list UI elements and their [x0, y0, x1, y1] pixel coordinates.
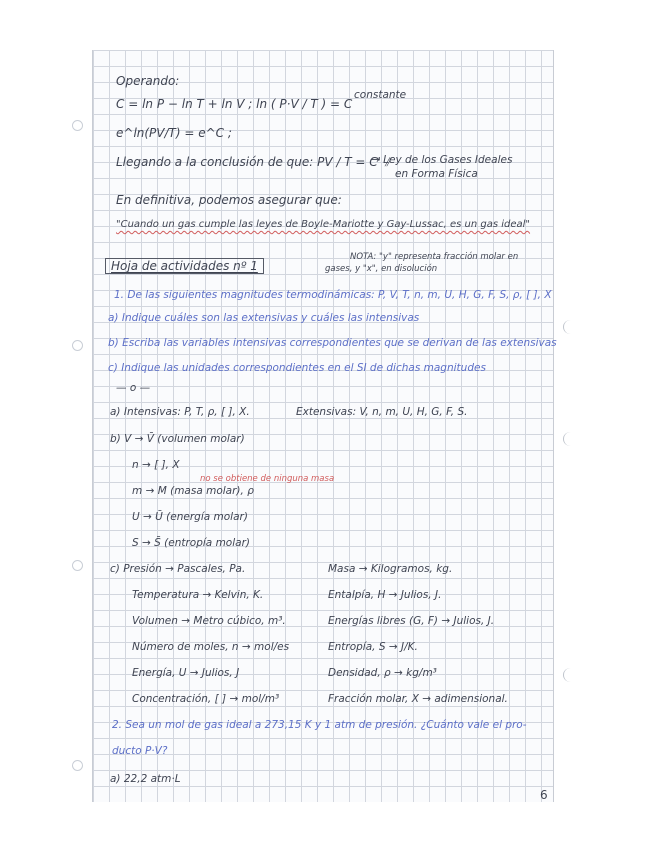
page-number: 6 [540, 788, 548, 802]
activity-sheet-box [105, 258, 264, 274]
answer-b-volume: b) V → V̄ (volumen molar) [110, 433, 245, 445]
answer-c-entropy: Entropía, S → J/K. [328, 641, 418, 653]
exercise-2-statement: 2. Sea un mol de gas ideal a 273,15 K y 1 atm de presión. ¿Cuánto vale el pro- [112, 719, 527, 731]
answer-c-moles: Número de moles, n → mol/es [132, 641, 290, 653]
ideal-gas-law-label: → Ley de los Gases Ideales [371, 154, 513, 166]
exercise-1a: a) Indique cuáles son las extensivas y cuáles las intensivas [108, 312, 420, 324]
answer-c-free-energy: Energías libres (G, F) → Julios, J. [328, 615, 495, 627]
answer-c-temperature: Temperatura → Kelvin, K. [132, 589, 264, 601]
note-molar-fraction: NOTA: "y" representa fracción molar en [350, 252, 519, 262]
physical-form-label: en Forma Física [395, 168, 478, 180]
equation-note-constante: constante [354, 89, 407, 101]
answer-c-density: Densidad, ρ → kg/m³ [328, 667, 437, 679]
equation-ln-sum: C = ln P − ln T + ln V ; ln ( P·V / T ) = C [116, 97, 353, 111]
binder-hole [72, 560, 83, 571]
answer-c-pressure: c) Presión → Pascales, Pa. [110, 563, 246, 575]
conclusion-line: Llegando a la conclusión de que: PV / T = C' ⫽ [116, 155, 391, 169]
answer-a-intensive: a) Intensivas: P, T, ρ, [ ], X. [110, 406, 250, 418]
answer-b-moles: n → [ ], X [132, 459, 180, 471]
exercise-1b: b) Escriba las variables intensivas correspondientes que se derivan de las extensivas [108, 337, 557, 349]
note-molar-fraction-cont: gases, y "x", en disolución [325, 264, 438, 274]
binder-hole [72, 340, 83, 351]
annotation-no-mass: no se obtiene de ninguna masa [200, 474, 335, 484]
answer-b-energy: U → Ū (energía molar) [132, 511, 248, 523]
answer-c-concentration: Concentración, [ ] → mol/m³ [132, 693, 280, 705]
activity-sheet-title: Hoja de actividades nº 1 [111, 259, 258, 273]
section-divider: — o — [116, 382, 151, 394]
heading-operando: Operando: [116, 74, 180, 88]
margin-arc [563, 432, 578, 446]
margin-arc [563, 668, 578, 682]
answer-b-mass: m → M (masa molar), ρ [132, 485, 254, 497]
answer-c-volume: Volumen → Metro cúbico, m³. [132, 615, 286, 627]
answer-c-mass: Masa → Kilogramos, kg. [328, 563, 453, 575]
ideal-gas-quote: "Cuando un gas cumple las leyes de Boyle-Mariotte y Gay-Lussac, es un gas ideal" [116, 219, 531, 230]
margin-arc [563, 320, 578, 334]
equation-exponential: e^ln(PV/T) = e^C ; [116, 126, 232, 140]
answer-c-enthalpy: Entalpía, H → Julios, J. [328, 589, 442, 601]
exercise-2-statement-cont: ducto P·V? [112, 745, 168, 757]
binder-hole [72, 120, 83, 131]
binder-hole [72, 760, 83, 771]
answer-2a: a) 22,2 atm·L [110, 773, 181, 785]
answer-c-molar-fraction: Fracción molar, X → adimensional. [328, 693, 508, 705]
answer-c-energy: Energía, U → Julios, J [132, 667, 240, 679]
exercise-1c: c) Indique las unidades correspondientes en el SI de dichas magnitudes [108, 362, 486, 374]
answer-b-entropy: S → S̄ (entropía molar) [132, 537, 250, 549]
exercise-1-statement: 1. De las siguientes magnitudes termodinámicas: P, V, T, n, m, U, H, G, F, S, ρ, [ ], X [114, 289, 552, 301]
answer-a-extensive: Extensivas: V, n, m, U, H, G, F, S. [296, 406, 468, 418]
definitive-statement: En definitiva, podemos asegurar que: [116, 193, 342, 207]
